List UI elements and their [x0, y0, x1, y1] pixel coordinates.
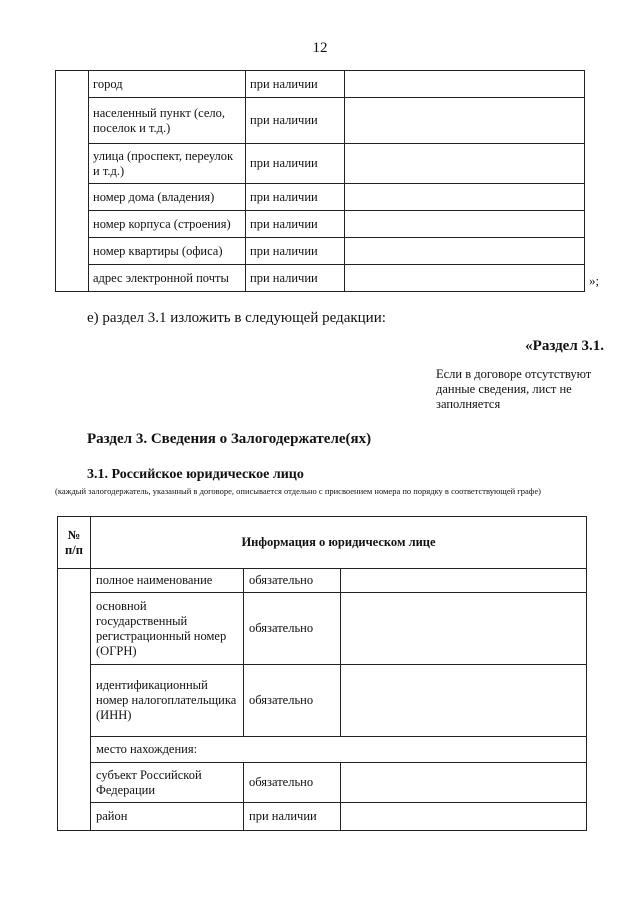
- requirement-cell: при наличии: [246, 98, 345, 144]
- info-header: Информация о юридическом лице: [91, 517, 587, 569]
- address-table: [55, 70, 585, 292]
- section-title: Раздел 3. Сведения о Залогодержателе(ях): [87, 431, 372, 447]
- value-cell: [345, 98, 585, 144]
- closing-quote: »;: [589, 273, 600, 288]
- table-row: [56, 238, 585, 265]
- section-heading-quote: «Раздел 3.1.: [525, 338, 604, 354]
- description-note: (каждый залогодержатель, указанный в договоре, описывается отдельно с присвоением номера по порядку в соответствующей графе): [55, 486, 541, 496]
- location-label: место нахождения:: [91, 737, 587, 763]
- requirement-cell: обязательно: [244, 569, 341, 593]
- value-cell: [341, 763, 587, 803]
- fill-note: Если в договоре отсутствуют данные сведения, лист не заполняется: [436, 367, 592, 411]
- field-label: номер дома (владения): [89, 184, 246, 211]
- requirement-cell: обязательно: [244, 593, 341, 665]
- field-label: субъект Российской Федерации: [91, 763, 244, 803]
- requirement-cell: при наличии: [244, 803, 341, 831]
- table-row: [56, 71, 585, 98]
- requirement-cell: при наличии: [246, 211, 345, 238]
- field-label: улица (проспект, переулок и т.д.): [89, 144, 246, 184]
- table-row: [58, 593, 587, 665]
- value-cell: [345, 238, 585, 265]
- table-row: [58, 665, 587, 737]
- legal-entity-table: [57, 516, 587, 831]
- field-label: город: [89, 71, 246, 98]
- value-cell: [345, 71, 585, 98]
- field-label: номер корпуса (строения): [89, 211, 246, 238]
- table-row: [56, 98, 585, 144]
- requirement-cell: при наличии: [246, 71, 345, 98]
- number-cell: [56, 71, 89, 292]
- value-cell: [341, 593, 587, 665]
- requirement-cell: при наличии: [246, 238, 345, 265]
- requirement-cell: обязательно: [244, 665, 341, 737]
- requirement-cell: при наличии: [246, 144, 345, 184]
- table-row: [58, 569, 587, 593]
- field-label: район: [91, 803, 244, 831]
- table-row: [58, 803, 587, 831]
- number-header: № п/п: [58, 517, 91, 569]
- value-cell: [341, 803, 587, 831]
- value-cell: [341, 665, 587, 737]
- requirement-cell: обязательно: [244, 763, 341, 803]
- table-row: [56, 265, 585, 292]
- value-cell: [345, 184, 585, 211]
- field-label: номер квартиры (офиса): [89, 238, 246, 265]
- field-label: адрес электронной почты: [89, 265, 246, 292]
- requirement-cell: при наличии: [246, 184, 345, 211]
- table-row: [58, 763, 587, 803]
- table-row: [56, 184, 585, 211]
- field-label: населенный пункт (село, поселок и т.д.): [89, 98, 246, 144]
- value-cell: [345, 211, 585, 238]
- value-cell: [345, 265, 585, 292]
- page-number: 12: [312, 40, 328, 56]
- field-label: основной государственный регистрационный номер (ОГРН): [91, 593, 244, 665]
- field-label: идентификационный номер налогоплательщика (ИНН): [91, 665, 244, 737]
- table-header-row: [58, 517, 587, 569]
- subsection-title: 3.1. Российское юридическое лицо: [87, 467, 304, 482]
- requirement-cell: при наличии: [246, 265, 345, 292]
- table-row: [58, 737, 587, 763]
- table-row: [56, 144, 585, 184]
- value-cell: [341, 569, 587, 593]
- field-label: полное наименование: [91, 569, 244, 593]
- value-cell: [345, 144, 585, 184]
- table-row: [56, 211, 585, 238]
- amendment-paragraph: е) раздел 3.1 изложить в следующей редакции:: [87, 310, 386, 326]
- number-cell: [58, 569, 91, 831]
